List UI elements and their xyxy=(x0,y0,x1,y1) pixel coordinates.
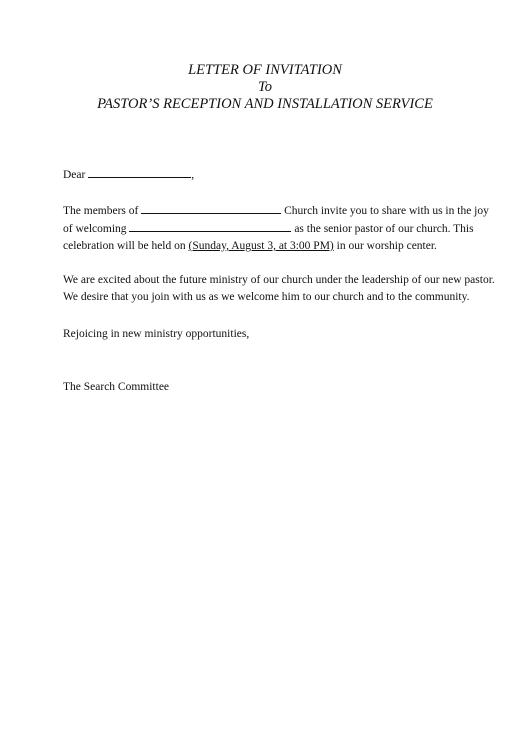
salutation xyxy=(63,166,483,184)
title-line-2: To xyxy=(258,79,272,95)
closing xyxy=(63,326,483,343)
salutation-prefix: Dear xyxy=(63,169,86,181)
closing-text: Rejoicing in new ministry opportunities, xyxy=(63,328,250,340)
paragraph-excitement xyxy=(63,272,495,306)
paragraph2-line1: We are excited about the future ministry of our church under the leadership of our new pastor. xyxy=(63,274,495,286)
paragraph1-line2-prefix: of welcoming xyxy=(63,223,127,235)
paragraph1-line3 xyxy=(63,238,483,255)
title-line-1: LETTER OF INVITATION xyxy=(188,62,342,78)
paragraph1-line1-suffix: Church invite you to share with us in the joy xyxy=(284,205,489,217)
service-date: (Sunday, August 3, at 3:00 PM) xyxy=(188,240,334,252)
letter-title xyxy=(0,62,530,113)
pastor-name-blank[interactable] xyxy=(129,220,291,232)
paragraph1-line1 xyxy=(63,202,489,220)
paragraph-invitation xyxy=(63,202,489,255)
church-name-blank[interactable] xyxy=(141,202,281,214)
signature xyxy=(63,379,483,396)
title-line-3: PASTOR’S RECEPTION AND INSTALLATION SERVICE xyxy=(97,96,433,112)
paragraph1-line3-prefix: celebration will be held on xyxy=(63,240,186,252)
paragraph1-line2-suffix: as the senior pastor of our church. This xyxy=(294,223,474,235)
salutation-suffix: , xyxy=(191,169,195,181)
signature-text: The Search Committee xyxy=(63,381,170,393)
paragraph1-line3-suffix: in our worship center. xyxy=(336,240,437,252)
paragraph2-line2: We desire that you join with us as we welcome him to our church and to the community. xyxy=(63,291,470,303)
paragraph1-line2 xyxy=(63,220,483,238)
recipient-name-blank[interactable] xyxy=(88,166,191,178)
paragraph1-line1-prefix: The members of xyxy=(63,205,139,217)
